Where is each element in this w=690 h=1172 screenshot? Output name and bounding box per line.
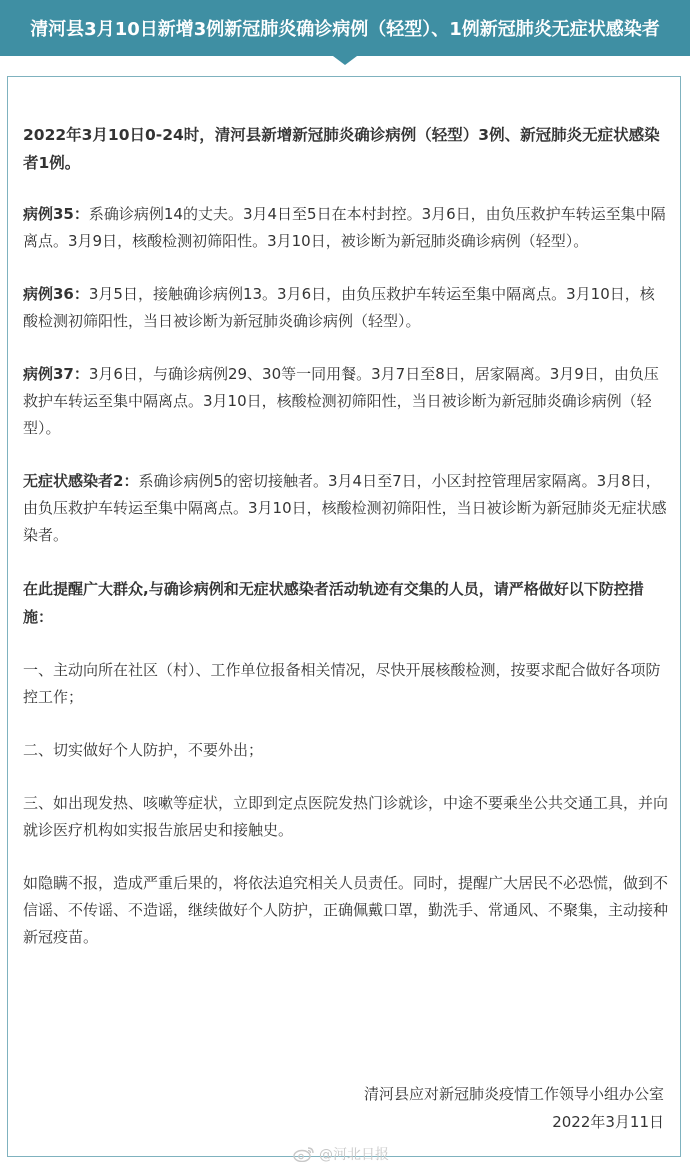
measure-item-3: 三、如出现发热、咳嗽等症状，立即到定点医院发热门诊就诊，中途不要乘坐公共交通工具，并向就诊医疗机构如实报告旅居史和接触史。 (23, 794, 669, 839)
weibo-icon (293, 1146, 315, 1162)
alert-paragraph: 在此提醒广大群众,与确诊病例和无症状感染者活动轨迹有交集的人员，请严格做好以下防控措施： (23, 580, 644, 626)
case-label: 病例36： (23, 285, 89, 303)
article-body (23, 121, 668, 977)
case-text: 3月5日，接触确诊病例13。3月6日，由负压救护车转运至集中隔离点。3月10日，核酸检测初筛阳性，当日被诊断为新冠肺炎确诊病例（轻型）。 (23, 285, 655, 330)
case-label: 无症状感染者2： (23, 472, 139, 490)
case-label: 病例37： (23, 365, 89, 383)
case-text: 3月6日，与确诊病例29、30等一同用餐。3月7日至8日，居家隔离。3月9日，由负压救护车转运至集中隔离点。3月10日，核酸检测初筛阳性，当日被诊断为新冠肺炎确诊病例（轻型）。 (23, 365, 659, 437)
case-text: 系确诊病例14的丈夫。3月4日至5日在本村封控。3月6日，由负压救护车转运至集中隔离点。3月9日，核酸检测初筛阳性。3月10日，被诊断为新冠肺炎确诊病例（轻型）。 (23, 205, 666, 250)
case-paragraph-35 (23, 201, 668, 255)
banner-pointer (333, 56, 357, 65)
case-paragraph-36 (23, 281, 668, 335)
measure-item-1: 一、主动向所在社区（村）、工作单位报备相关情况，尽快开展核酸检测，按要求配合做好各项防控工作； (23, 661, 661, 706)
signature-block (364, 1080, 664, 1136)
issue-date: 2022年3月11日 (552, 1113, 664, 1131)
measure-item-2: 二、切实做好个人防护，不要外出； (23, 741, 264, 759)
case-paragraph-37 (23, 361, 668, 442)
page-title: 清河县3月10日新增3例新冠肺炎确诊病例（轻型）、1例新冠肺炎无症状感染者 (30, 19, 660, 40)
watermark-text: @河北日报 (319, 1147, 389, 1163)
case-text: 系确诊病例5的密切接触者。3月4日至7日，小区封控管理居家隔离。3月8日，由负压救护车转运至集中隔离点。3月10日，核酸检测初筛阳性，当日被诊断为新冠肺炎无症状感染者。 (23, 472, 667, 544)
issuer-name: 清河县应对新冠肺炎疫情工作领导小组办公室 (363, 1085, 664, 1103)
asymptomatic-paragraph-2 (23, 468, 668, 549)
case-label: 病例35： (23, 205, 89, 223)
closing-paragraph: 如隐瞒不报，造成严重后果的，将依法追究相关人员责任。同时，提醒广大居民不必恐慌，做到不信谣、不传谣、不造谣，继续做好个人防护，正确佩戴口罩，勤洗手、常通风、不聚集，主动接种新冠疫苗。 (23, 874, 669, 946)
lead-paragraph: 2022年3月10日0-24时，清河县新增新冠肺炎确诊病例（轻型）3例、新冠肺炎无症状感染者1例。 (23, 126, 660, 172)
watermark (293, 1143, 389, 1165)
